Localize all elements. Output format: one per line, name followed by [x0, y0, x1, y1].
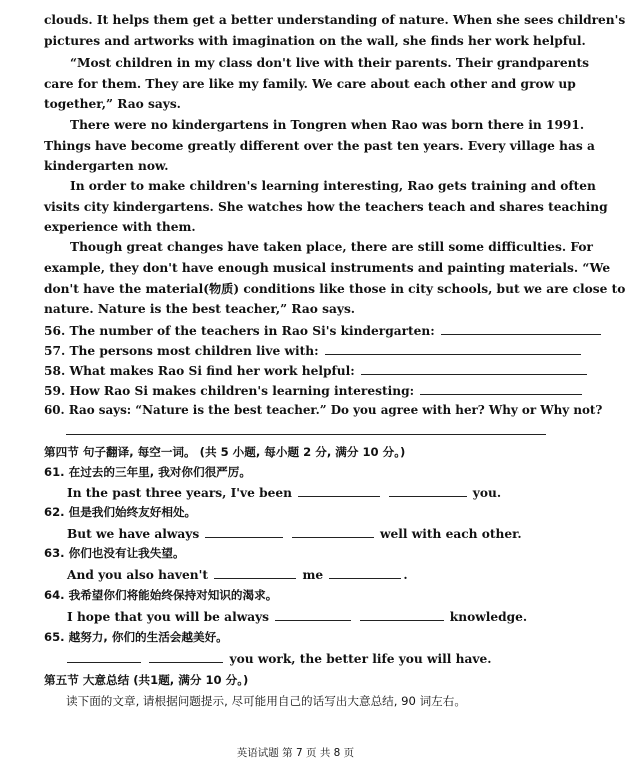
item-number: 62. [44, 505, 65, 519]
page-footer: 英语试题 第 7 页 共 8 页 [236, 747, 355, 759]
item-number: 65. [44, 630, 65, 644]
question-text: How Rao Si makes children's learning interesting: [69, 384, 415, 398]
question-number: 58. [44, 364, 66, 378]
answer-blank[interactable] [67, 650, 141, 663]
answer-blank[interactable] [325, 342, 581, 355]
item-61-english [67, 484, 550, 501]
sentence-end: . [403, 568, 408, 582]
item-62-english [67, 525, 550, 542]
chinese-sentence: 越努力, 你们的生活会越美好。 [68, 630, 228, 644]
passage-line: clouds. It helps them get a better understanding of nature. When she sees children's [44, 13, 625, 27]
passage-line: kindergarten now. [44, 159, 169, 173]
question-text: Rao says: “Nature is the best teacher.” Do you agree with her? Why or Why not? [68, 403, 603, 417]
item-64-chinese [44, 587, 550, 603]
passage-line: don't have the material(物质) conditions like those in city schools, but we are close to [44, 282, 625, 296]
answer-blank[interactable] [441, 322, 601, 335]
answer-blank[interactable] [420, 382, 582, 395]
item-62-chinese [44, 504, 550, 520]
answer-blank[interactable] [360, 608, 444, 621]
sentence-start: In the past three years, I've been [67, 486, 293, 500]
question-number: 59. [44, 384, 66, 398]
question-text: The persons most children live with: [69, 344, 319, 358]
question-60 [44, 402, 603, 418]
chinese-sentence: 我希望你们将能始终保持对知识的渴求。 [68, 588, 278, 602]
item-63-english [67, 566, 550, 583]
item-64-english [67, 608, 550, 625]
passage-line: care for them. They are like my family. We care about each other and grow up [44, 77, 576, 91]
question-57 [44, 342, 550, 359]
item-number: 63. [44, 546, 65, 560]
passage-line: Though great changes have taken place, there are still some difficulties. For [70, 240, 593, 254]
answer-blank[interactable] [149, 650, 223, 663]
answer-blank[interactable] [214, 566, 296, 579]
question-number: 57. [44, 344, 66, 358]
item-65-chinese [44, 629, 550, 645]
passage-line: pictures and artworks with imagination on the wall, she finds her work helpful. [44, 34, 586, 48]
passage-line: “Most children in my class don't live with their parents. Their grandparents [70, 56, 589, 70]
section4-heading: 第四节 句子翻译, 每空一词。 (共 5 小题, 每小题 2 分, 满分 10 分。) [44, 445, 406, 459]
sentence-middle: me [302, 568, 324, 582]
sentence-start: But we have always [67, 527, 200, 541]
answer-blank[interactable] [205, 525, 283, 538]
question-text: What makes Rao Si find her work helpful: [69, 364, 355, 378]
section5-instruction: 读下面的文章, 请根据问题提示, 尽可能用自己的话写出大意总结, 90 词左右。 [66, 694, 466, 708]
item-number: 61. [44, 465, 65, 479]
answer-blank[interactable] [361, 362, 587, 375]
answer-blank[interactable] [329, 566, 401, 579]
sentence-end: well with each other. [379, 527, 522, 541]
sentence-end: you. [472, 486, 502, 500]
sentence-start: And you also haven't [67, 568, 208, 582]
sentence-end: you work, the better life you will have. [229, 652, 492, 666]
chinese-sentence: 在过去的三年里, 我对你们很严厉。 [68, 465, 251, 479]
passage-line: experience with them. [44, 220, 196, 234]
chinese-sentence: 但是我们始终友好相处。 [68, 505, 197, 519]
passage-line: nature. Nature is the best teacher,” Rao says. [44, 302, 356, 316]
answer-blank[interactable] [292, 525, 374, 538]
answer-blank[interactable] [389, 484, 467, 497]
item-65-english [67, 650, 550, 667]
passage-line: together,” Rao says. [44, 97, 181, 111]
item-number: 64. [44, 588, 65, 602]
answer-blank[interactable] [298, 484, 380, 497]
question-number: 60. [44, 403, 65, 417]
section5-heading: 第五节 大意总结 (共1题, 满分 10 分。) [44, 673, 249, 687]
passage-line: visits city kindergartens. She watches how the teachers teach and shares teaching [44, 200, 608, 214]
item-63-chinese [44, 545, 550, 561]
sentence-end: knowledge. [449, 610, 528, 624]
passage-line: Things have become greatly different over the past ten years. Every village has a [44, 139, 595, 153]
passage-line: In order to make children's learning interesting, Rao gets training and often [70, 179, 596, 193]
passage-line: example, they don't have enough musical instruments and painting materials. “We [44, 261, 611, 275]
sentence-start: I hope that you will be always [67, 610, 270, 624]
question-56 [44, 322, 550, 339]
answer-blank[interactable] [275, 608, 351, 621]
question-number: 56. [44, 324, 66, 338]
item-61-chinese [44, 464, 550, 480]
answer-line-60[interactable] [66, 434, 546, 435]
chinese-sentence: 你们也没有让我失望。 [68, 546, 185, 560]
question-text: The number of the teachers in Rao Si's kindergarten: [69, 324, 435, 338]
question-59 [44, 382, 550, 399]
passage-line: There were no kindergartens in Tongren when Rao was born there in 1991. [70, 118, 585, 132]
question-58 [44, 362, 550, 379]
